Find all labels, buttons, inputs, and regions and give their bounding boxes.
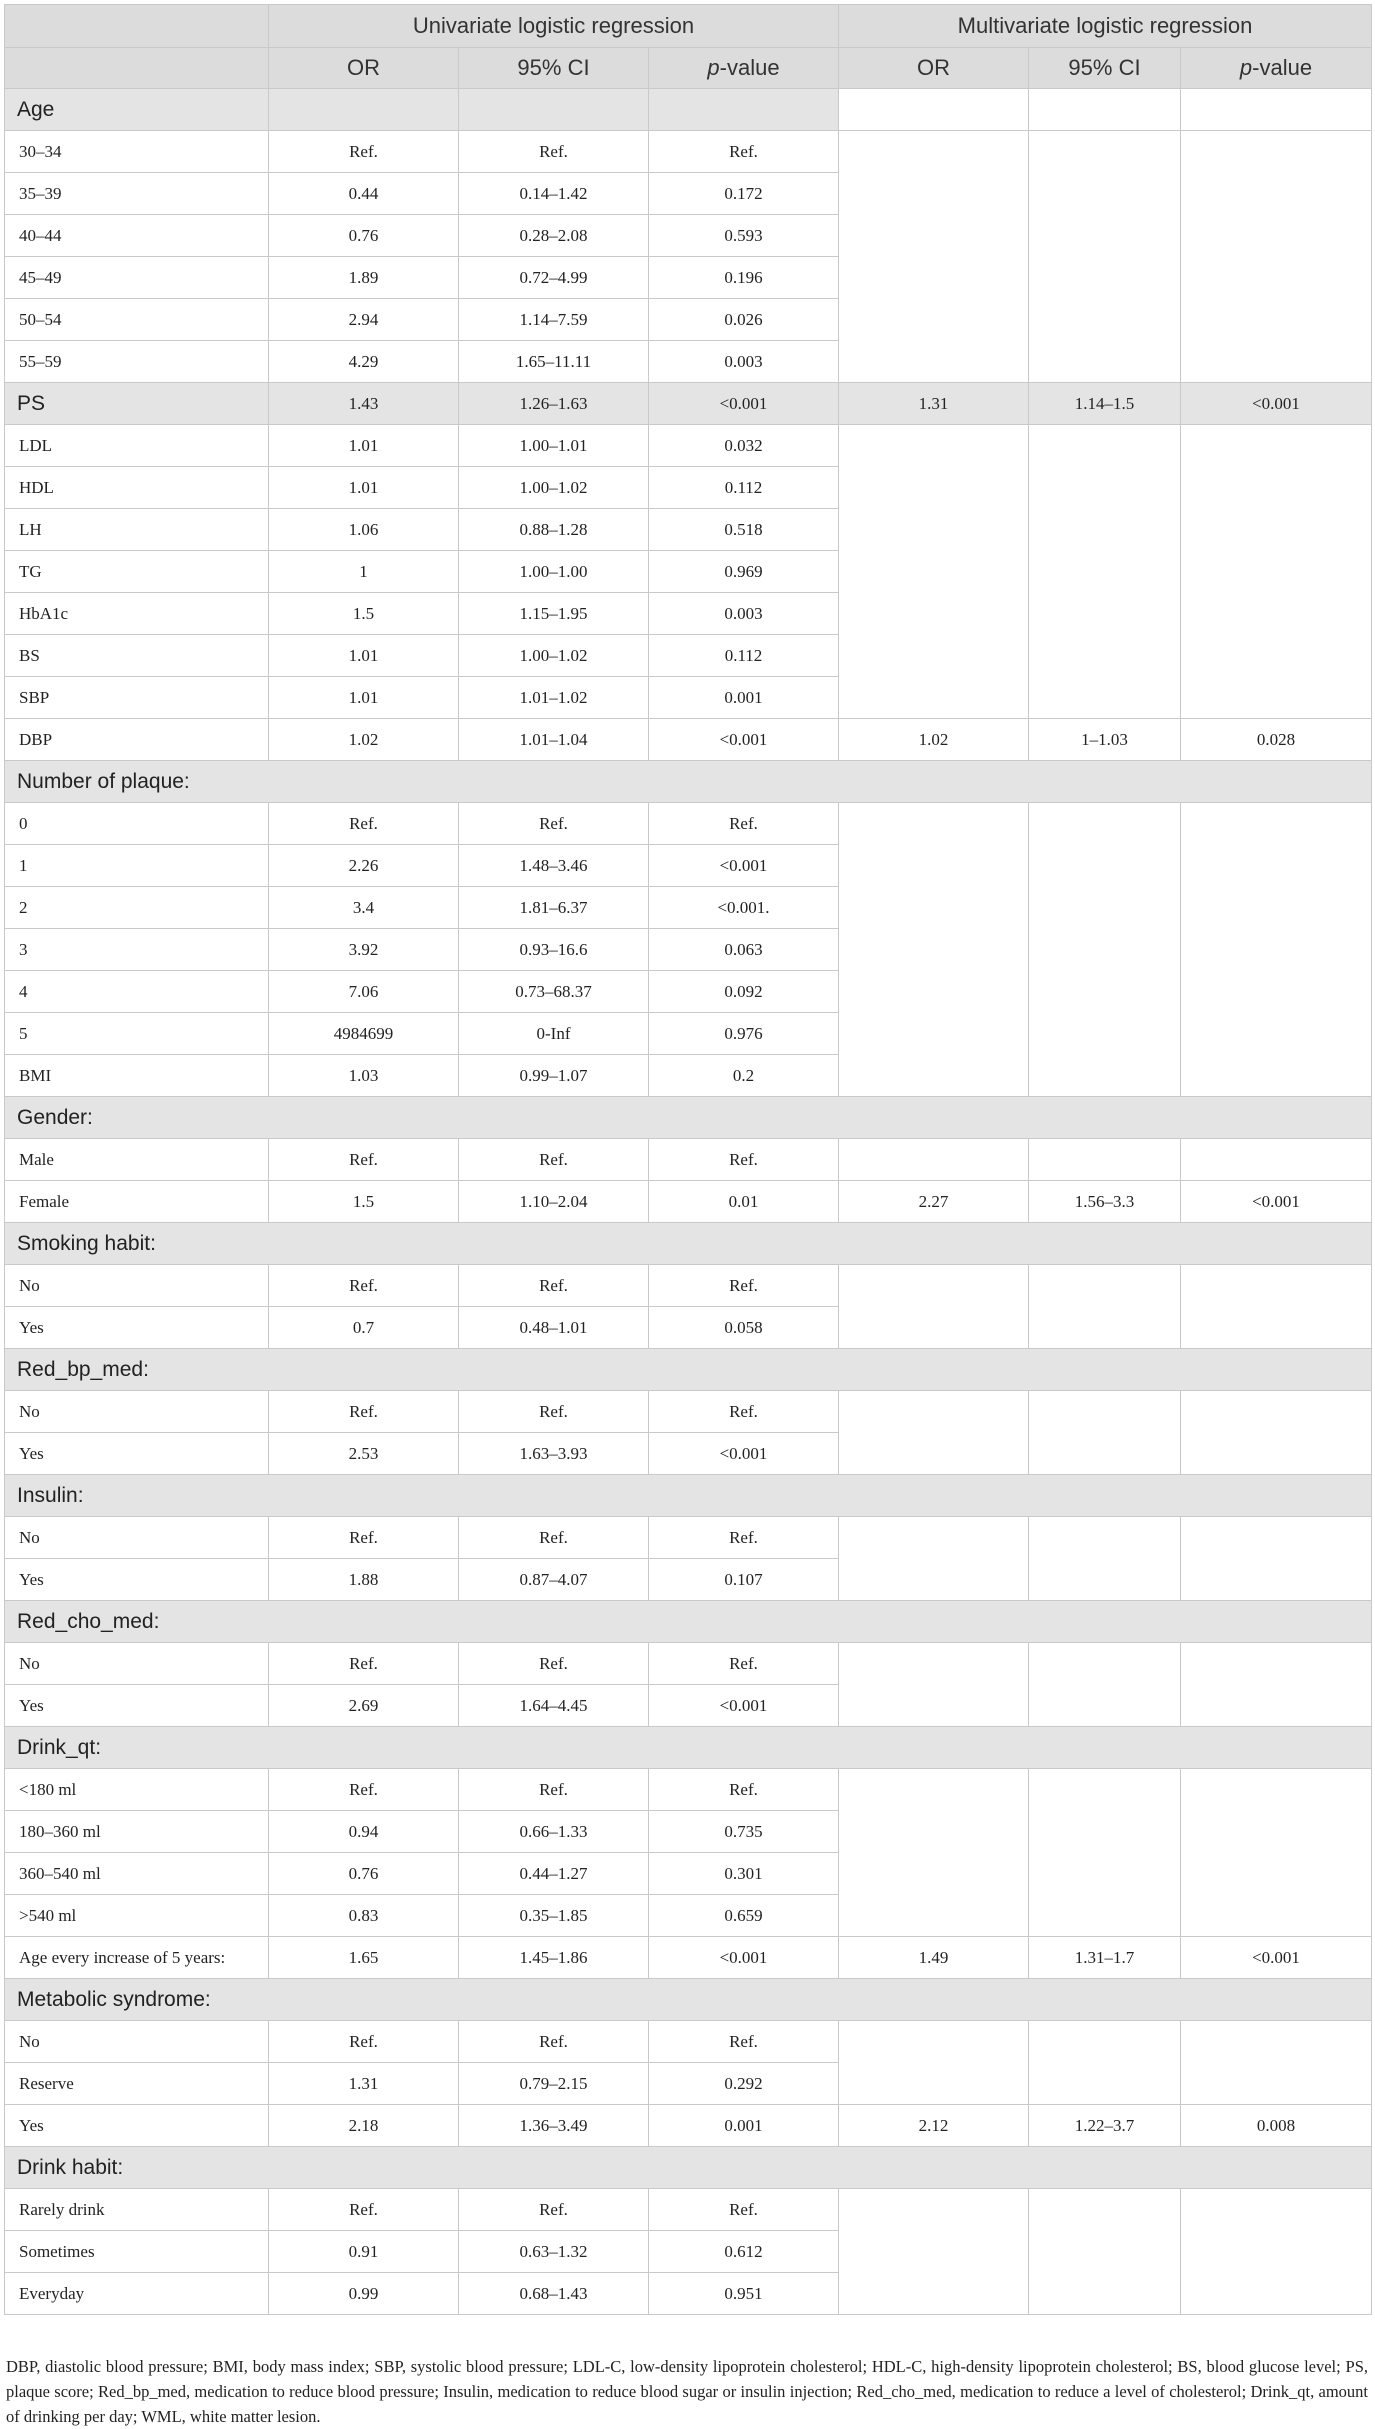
empty-cell <box>1029 2021 1181 2105</box>
ci-cell: Ref. <box>459 1643 649 1685</box>
or-cell: 0.91 <box>269 2231 459 2273</box>
multi-ci-cell: 1.31–1.7 <box>1029 1937 1181 1979</box>
p-cell: Ref. <box>649 2021 839 2063</box>
p-cell: 0.032 <box>649 425 839 467</box>
row-label: 0 <box>5 803 269 845</box>
section-row <box>5 1979 1372 2021</box>
row-label: No <box>5 1391 269 1433</box>
or-cell: 0.44 <box>269 173 459 215</box>
multi-ci-cell: 1.14–1.5 <box>1029 383 1181 425</box>
regression-table <box>4 4 1372 2315</box>
p-cell: 0.107 <box>649 1559 839 1601</box>
empty-cell <box>269 89 459 131</box>
ci-cell: 1.10–2.04 <box>459 1181 649 1223</box>
header-blank <box>5 5 269 48</box>
ci-cell: 1.00–1.02 <box>459 467 649 509</box>
row-label: No <box>5 1265 269 1307</box>
ci-cell: 0.48–1.01 <box>459 1307 649 1349</box>
section-row <box>5 1601 1372 1643</box>
p-cell: Ref. <box>649 1139 839 1181</box>
row-label: Yes <box>5 1559 269 1601</box>
or-cell: Ref. <box>269 1391 459 1433</box>
uni-ci-header: 95% CI <box>459 48 649 89</box>
ci-cell: Ref. <box>459 1517 649 1559</box>
ci-cell: 0.73–68.37 <box>459 971 649 1013</box>
multi-or-cell: 2.27 <box>839 1181 1029 1223</box>
ci-cell: 1.63–3.93 <box>459 1433 649 1475</box>
table-row <box>5 2105 1372 2147</box>
multi-p-cell: <0.001 <box>1181 1937 1372 1979</box>
or-cell: 2.26 <box>269 845 459 887</box>
ci-cell: 0.88–1.28 <box>459 509 649 551</box>
empty-cell <box>1029 1391 1181 1475</box>
row-label: LDL <box>5 425 269 467</box>
p-cell: Ref. <box>649 1265 839 1307</box>
table-row-highlighted <box>5 383 1372 425</box>
table-row <box>5 1181 1372 1223</box>
table-row <box>5 2189 1372 2231</box>
or-cell: Ref. <box>269 803 459 845</box>
p-cell: <0.001 <box>649 845 839 887</box>
empty-cell <box>839 89 1029 131</box>
table-row <box>5 2021 1372 2063</box>
section-label: Drink habit: <box>5 2147 1372 2189</box>
table-row <box>5 1643 1372 1685</box>
multi-ci-cell: 1–1.03 <box>1029 719 1181 761</box>
ci-cell: 1.14–7.59 <box>459 299 649 341</box>
empty-cell <box>1029 131 1181 383</box>
header-group-row <box>5 5 1372 48</box>
p-cell: 0.593 <box>649 215 839 257</box>
multi-p-cell: <0.001 <box>1181 1181 1372 1223</box>
empty-cell <box>459 89 649 131</box>
p-cell: 0.2 <box>649 1055 839 1097</box>
row-label: Female <box>5 1181 269 1223</box>
or-cell: 4984699 <box>269 1013 459 1055</box>
or-cell: 2.69 <box>269 1685 459 1727</box>
uni-p-header: p-value <box>649 48 839 89</box>
table-row <box>5 803 1372 845</box>
ci-cell: 0.44–1.27 <box>459 1853 649 1895</box>
or-cell: 0.94 <box>269 1811 459 1853</box>
ci-cell: 0.28–2.08 <box>459 215 649 257</box>
section-row <box>5 2147 1372 2189</box>
ci-cell: 1.01–1.02 <box>459 677 649 719</box>
multi-or-header: OR <box>839 48 1029 89</box>
p-cell: 0.659 <box>649 1895 839 1937</box>
empty-cell <box>1181 1391 1372 1475</box>
or-cell: Ref. <box>269 2189 459 2231</box>
or-cell: 3.4 <box>269 887 459 929</box>
p-cell: Ref. <box>649 1769 839 1811</box>
or-cell: Ref. <box>269 1265 459 1307</box>
or-cell: 0.7 <box>269 1307 459 1349</box>
row-label: 45–49 <box>5 257 269 299</box>
table-row <box>5 719 1372 761</box>
empty-cell <box>839 2021 1029 2105</box>
ci-cell: 1.26–1.63 <box>459 383 649 425</box>
table-row <box>5 1937 1372 1979</box>
ci-cell: Ref. <box>459 1769 649 1811</box>
or-cell: Ref. <box>269 131 459 173</box>
empty-cell <box>839 1517 1029 1601</box>
or-cell: 4.29 <box>269 341 459 383</box>
p-cell: 0.951 <box>649 2273 839 2315</box>
or-cell: 1.01 <box>269 425 459 467</box>
or-cell: 1.43 <box>269 383 459 425</box>
or-cell: 7.06 <box>269 971 459 1013</box>
ci-cell: 1.81–6.37 <box>459 887 649 929</box>
p-cell: Ref. <box>649 803 839 845</box>
p-cell: 0.112 <box>649 635 839 677</box>
ci-cell: 1.00–1.01 <box>459 425 649 467</box>
ci-cell: 0.87–4.07 <box>459 1559 649 1601</box>
or-cell: 3.92 <box>269 929 459 971</box>
empty-cell <box>1029 1265 1181 1349</box>
ci-cell: Ref. <box>459 2189 649 2231</box>
empty-cell <box>1181 1139 1372 1181</box>
ci-cell: 0.66–1.33 <box>459 1811 649 1853</box>
row-label: Rarely drink <box>5 2189 269 2231</box>
p-cell: 0.196 <box>649 257 839 299</box>
section-row <box>5 1349 1372 1391</box>
ci-cell: 0.63–1.32 <box>459 2231 649 2273</box>
section-label: Gender: <box>5 1097 1372 1139</box>
row-label: 30–34 <box>5 131 269 173</box>
multi-ci-cell: 1.22–3.7 <box>1029 2105 1181 2147</box>
multivariate-header: Multivariate logistic regression <box>839 5 1372 48</box>
row-label: DBP <box>5 719 269 761</box>
p-cell: 0.735 <box>649 1811 839 1853</box>
section-label: Smoking habit: <box>5 1223 1372 1265</box>
ci-cell: Ref. <box>459 803 649 845</box>
or-cell: Ref. <box>269 2021 459 2063</box>
or-cell: 1.01 <box>269 677 459 719</box>
row-label: Yes <box>5 1307 269 1349</box>
row-label: Everyday <box>5 2273 269 2315</box>
multi-ci-cell: 1.56–3.3 <box>1029 1181 1181 1223</box>
multi-p-cell: 0.008 <box>1181 2105 1372 2147</box>
p-cell: <0.001. <box>649 887 839 929</box>
section-row <box>5 1097 1372 1139</box>
p-cell: 0.292 <box>649 2063 839 2105</box>
or-cell: 1.02 <box>269 719 459 761</box>
row-label: 35–39 <box>5 173 269 215</box>
p-cell: 0.01 <box>649 1181 839 1223</box>
or-cell: 0.76 <box>269 215 459 257</box>
row-label: 5 <box>5 1013 269 1055</box>
p-cell: 0.058 <box>649 1307 839 1349</box>
row-label: 180–360 ml <box>5 1811 269 1853</box>
p-cell: Ref. <box>649 2189 839 2231</box>
row-label: >540 ml <box>5 1895 269 1937</box>
row-label: Male <box>5 1139 269 1181</box>
ci-cell: 0.14–1.42 <box>459 173 649 215</box>
or-cell: 1.5 <box>269 1181 459 1223</box>
ci-cell: 1.00–1.02 <box>459 635 649 677</box>
ci-cell: 0.72–4.99 <box>459 257 649 299</box>
univariate-header: Univariate logistic regression <box>269 5 839 48</box>
multi-or-cell: 2.12 <box>839 2105 1029 2147</box>
p-cell: 0.976 <box>649 1013 839 1055</box>
p-cell: <0.001 <box>649 719 839 761</box>
p-cell: 0.026 <box>649 299 839 341</box>
section-label: Metabolic syndrome: <box>5 1979 1372 2021</box>
ci-cell: 1.45–1.86 <box>459 1937 649 1979</box>
row-label: 40–44 <box>5 215 269 257</box>
p-cell: Ref. <box>649 1391 839 1433</box>
table-row <box>5 1517 1372 1559</box>
or-cell: 1.5 <box>269 593 459 635</box>
section-label: Drink_qt: <box>5 1727 1372 1769</box>
empty-cell <box>1181 425 1372 719</box>
empty-cell <box>839 1265 1029 1349</box>
ci-cell: Ref. <box>459 1139 649 1181</box>
multi-p-cell: 0.028 <box>1181 719 1372 761</box>
row-label: Yes <box>5 1685 269 1727</box>
p-cell: Ref. <box>649 131 839 173</box>
empty-cell <box>1029 1769 1181 1937</box>
empty-cell <box>839 1139 1029 1181</box>
section-label: Insulin: <box>5 1475 1372 1517</box>
multi-p-cell: <0.001 <box>1181 383 1372 425</box>
row-label: No <box>5 1643 269 1685</box>
p-cell: 0.003 <box>649 341 839 383</box>
or-cell: 2.94 <box>269 299 459 341</box>
p-cell: 0.518 <box>649 509 839 551</box>
p-cell: <0.001 <box>649 1685 839 1727</box>
p-cell: 0.172 <box>649 173 839 215</box>
row-label: BS <box>5 635 269 677</box>
row-label: 3 <box>5 929 269 971</box>
p-cell: 0.112 <box>649 467 839 509</box>
multi-or-cell: 1.31 <box>839 383 1029 425</box>
row-label: 2 <box>5 887 269 929</box>
ci-cell: Ref. <box>459 2021 649 2063</box>
or-cell: 0.99 <box>269 2273 459 2315</box>
row-label: HDL <box>5 467 269 509</box>
or-cell: 0.76 <box>269 1853 459 1895</box>
row-label: BMI <box>5 1055 269 1097</box>
row-label: PS <box>5 383 269 425</box>
p-cell: 0.001 <box>649 2105 839 2147</box>
empty-cell <box>1181 803 1372 1097</box>
or-cell: 1.31 <box>269 2063 459 2105</box>
or-cell: Ref. <box>269 1769 459 1811</box>
row-label: No <box>5 1517 269 1559</box>
empty-cell <box>1029 425 1181 719</box>
section-row <box>5 89 1372 131</box>
header-blank <box>5 48 269 89</box>
empty-cell <box>1029 1139 1181 1181</box>
ci-cell: 1.00–1.00 <box>459 551 649 593</box>
or-cell: 1.01 <box>269 467 459 509</box>
ci-cell: 0.93–16.6 <box>459 929 649 971</box>
p-cell: 0.001 <box>649 677 839 719</box>
or-cell: 1.65 <box>269 1937 459 1979</box>
empty-cell <box>1181 89 1372 131</box>
ci-cell: 1.48–3.46 <box>459 845 649 887</box>
table-footnote: DBP, diastolic blood pressure; BMI, body mass index; SBP, systolic blood pressure; LDL-C, low-density lipoprotein cholesterol; HDL-C, high-density lipoprotein cholesterol; BS, blood glucose level; PS, plaque score; Red_bp_med, medication to reduce blood pressure; Insulin, medication to reduce blood sugar or insulin injection; Red_cho_med, medication to reduce a level of cholesterol; Drink_qt, amount of drinking per day; WML, white matter lesion. <box>6 2357 1368 2426</box>
empty-cell <box>1181 2021 1372 2105</box>
or-cell: 1.03 <box>269 1055 459 1097</box>
row-label: Yes <box>5 2105 269 2147</box>
ci-cell: 0-Inf <box>459 1013 649 1055</box>
or-cell: 1 <box>269 551 459 593</box>
row-label: 50–54 <box>5 299 269 341</box>
empty-cell <box>649 89 839 131</box>
or-cell: 2.18 <box>269 2105 459 2147</box>
ci-cell: 0.99–1.07 <box>459 1055 649 1097</box>
section-row <box>5 1475 1372 1517</box>
p-cell: <0.001 <box>649 383 839 425</box>
p-cell: 0.969 <box>649 551 839 593</box>
empty-cell <box>1029 2189 1181 2315</box>
section-row <box>5 1727 1372 1769</box>
table-row <box>5 425 1372 467</box>
ci-cell: 1.15–1.95 <box>459 593 649 635</box>
row-label: HbA1c <box>5 593 269 635</box>
p-cell: Ref. <box>649 1517 839 1559</box>
table-row <box>5 1265 1372 1307</box>
empty-cell <box>1181 2189 1372 2315</box>
empty-cell <box>1181 131 1372 383</box>
empty-cell <box>839 803 1029 1097</box>
section-label: Number of plaque: <box>5 761 1372 803</box>
empty-cell <box>1029 89 1181 131</box>
row-label: 4 <box>5 971 269 1013</box>
or-cell: 2.53 <box>269 1433 459 1475</box>
empty-cell <box>1181 1517 1372 1601</box>
p-cell: 0.092 <box>649 971 839 1013</box>
or-cell: 1.88 <box>269 1559 459 1601</box>
or-cell: Ref. <box>269 1517 459 1559</box>
empty-cell <box>1181 1769 1372 1937</box>
or-cell: Ref. <box>269 1643 459 1685</box>
header-sub-row <box>5 48 1372 89</box>
ci-cell: 0.35–1.85 <box>459 1895 649 1937</box>
uni-or-header: OR <box>269 48 459 89</box>
multi-p-header: p-value <box>1181 48 1372 89</box>
ci-cell: 1.01–1.04 <box>459 719 649 761</box>
or-cell: 0.83 <box>269 1895 459 1937</box>
row-label: Sometimes <box>5 2231 269 2273</box>
empty-cell <box>1029 1643 1181 1727</box>
row-label: No <box>5 2021 269 2063</box>
ci-cell: 1.36–3.49 <box>459 2105 649 2147</box>
p-cell: 0.003 <box>649 593 839 635</box>
multi-ci-header: 95% CI <box>1029 48 1181 89</box>
row-label: TG <box>5 551 269 593</box>
ci-cell: Ref. <box>459 131 649 173</box>
empty-cell <box>839 131 1029 383</box>
ci-cell: Ref. <box>459 1265 649 1307</box>
ci-cell: 0.68–1.43 <box>459 2273 649 2315</box>
row-label: 55–59 <box>5 341 269 383</box>
p-cell: <0.001 <box>649 1433 839 1475</box>
section-label: Red_cho_med: <box>5 1601 1372 1643</box>
ci-cell: 0.79–2.15 <box>459 2063 649 2105</box>
section-row <box>5 761 1372 803</box>
row-label: Reserve <box>5 2063 269 2105</box>
empty-cell <box>839 425 1029 719</box>
multi-or-cell: 1.02 <box>839 719 1029 761</box>
section-label: Age <box>5 89 269 131</box>
ci-cell: 1.64–4.45 <box>459 1685 649 1727</box>
table-row <box>5 131 1372 173</box>
p-cell: Ref. <box>649 1643 839 1685</box>
empty-cell <box>839 1391 1029 1475</box>
or-cell: 1.06 <box>269 509 459 551</box>
empty-cell <box>1181 1265 1372 1349</box>
row-label: <180 ml <box>5 1769 269 1811</box>
row-label: 1 <box>5 845 269 887</box>
p-cell: 0.612 <box>649 2231 839 2273</box>
p-cell: 0.301 <box>649 1853 839 1895</box>
row-label: SBP <box>5 677 269 719</box>
table-row <box>5 1139 1372 1181</box>
empty-cell <box>1029 1517 1181 1601</box>
empty-cell <box>1181 1643 1372 1727</box>
or-cell: 1.01 <box>269 635 459 677</box>
empty-cell <box>839 1769 1029 1937</box>
ci-cell: 1.65–11.11 <box>459 341 649 383</box>
table-row <box>5 1391 1372 1433</box>
row-label: LH <box>5 509 269 551</box>
empty-cell <box>839 2189 1029 2315</box>
empty-cell <box>1029 803 1181 1097</box>
multi-or-cell: 1.49 <box>839 1937 1029 1979</box>
table-row <box>5 1769 1372 1811</box>
or-cell: 1.89 <box>269 257 459 299</box>
row-label: Age every increase of 5 years: <box>5 1937 269 1979</box>
empty-cell <box>839 1643 1029 1727</box>
row-label: Yes <box>5 1433 269 1475</box>
p-cell: 0.063 <box>649 929 839 971</box>
row-label: 360–540 ml <box>5 1853 269 1895</box>
or-cell: Ref. <box>269 1139 459 1181</box>
ci-cell: Ref. <box>459 1391 649 1433</box>
section-label: Red_bp_med: <box>5 1349 1372 1391</box>
p-cell: <0.001 <box>649 1937 839 1979</box>
section-row <box>5 1223 1372 1265</box>
